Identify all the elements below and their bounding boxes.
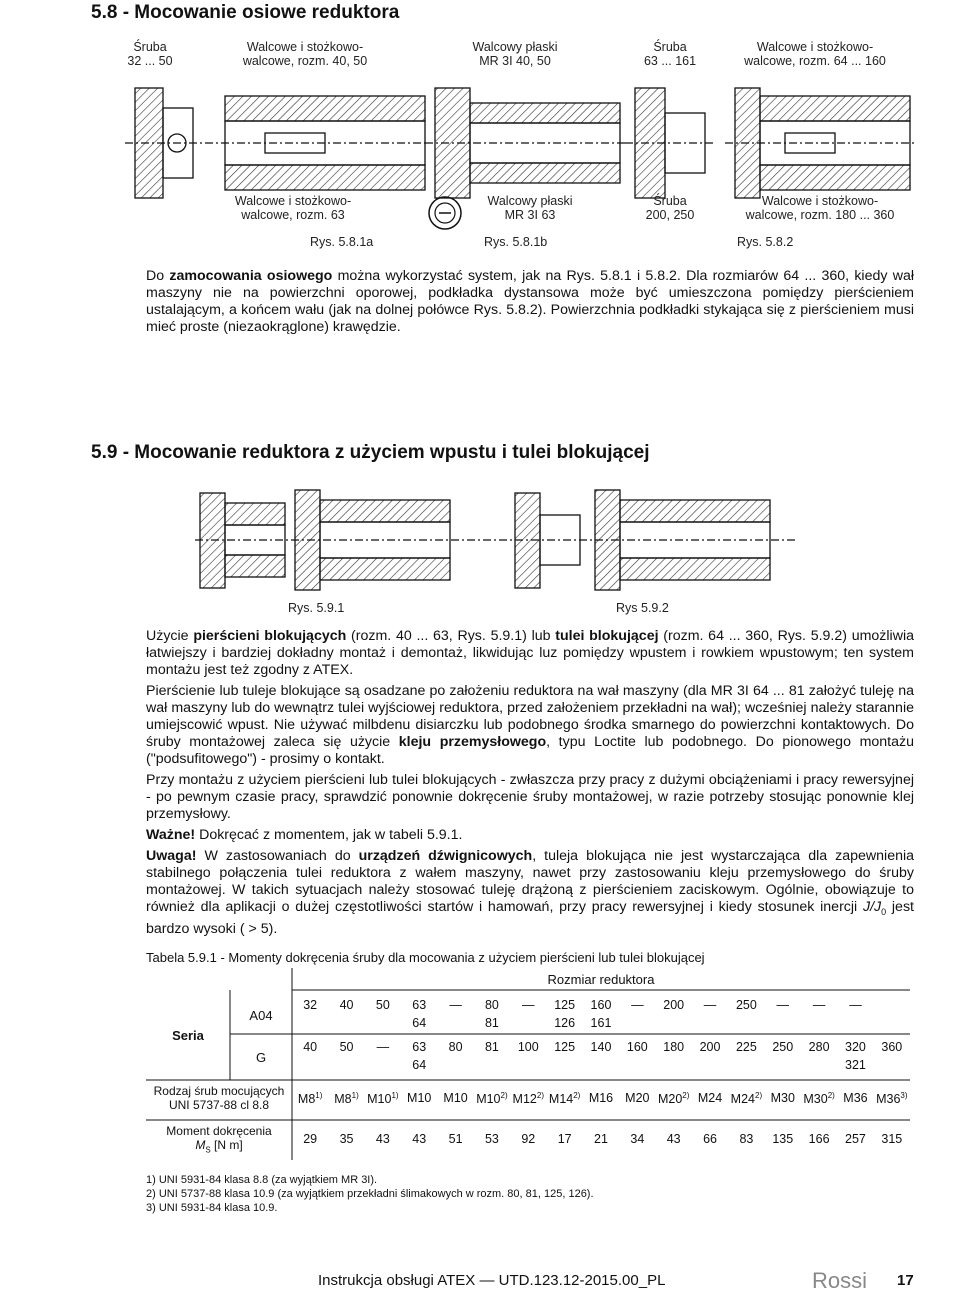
- torque-cell: 21: [594, 1132, 608, 1146]
- a04-size-cell: —: [849, 998, 862, 1012]
- torque-cell: 43: [375, 1132, 390, 1146]
- caption-mid-3: Śruba 200, 250: [645, 194, 695, 222]
- a04-size-cell: —: [631, 998, 644, 1012]
- screw-cell: M14$^{2)}$: [548, 1091, 581, 1107]
- section-title-5-9: 5.9 - Mocowanie reduktora z użyciem wpustu i tulei blokującej: [91, 442, 650, 463]
- a04-size-cell: —: [522, 998, 535, 1012]
- screw-cell: M16: [588, 1091, 614, 1105]
- a04-size-cell: 161: [590, 1016, 612, 1030]
- paragraph-axial-mounting: Do zamocowania osiowego można wykorzystać system, jak na Rys. 5.8.1 i 5.8.2. Dla rozmiarów 64 ... 360, kiedy wał maszyny nie na powierzchni oporowej, podkładka dystansowa może być umieszczona pomiędzy pierścieniem ustalającym, a końcem wału (jak na dolnej połówce Rys. 5.8.2). Powierzchnia podkładki stykająca się z pierścieniem musi mieć proste (niezaokrąglone) krawędzie.: [146, 268, 915, 335]
- g-size-cell: 225: [735, 1040, 757, 1054]
- screw-cell: M8$^{1)}$: [297, 1091, 323, 1107]
- torque-cell: 35: [339, 1132, 354, 1146]
- g-size-cell: 125: [554, 1040, 576, 1054]
- footnote-3: 3) UNI 5931-84 klasa 10.9.: [146, 1202, 278, 1214]
- torque-cell: 315: [881, 1132, 903, 1146]
- table-a04-label: A04: [249, 1008, 273, 1023]
- caption-top-4: Śruba 63 ... 161: [643, 40, 697, 68]
- g-size-cell: —: [376, 1040, 390, 1054]
- screw-cell: M12$^{2)}$: [512, 1091, 544, 1107]
- torque-cell: 83: [739, 1132, 754, 1146]
- g-size-cell: 50: [339, 1040, 354, 1054]
- a04-size-cell: —: [812, 998, 826, 1012]
- torque-cell: 66: [703, 1132, 717, 1146]
- screw-cell: M30$^{2)}$: [803, 1091, 835, 1107]
- a04-size-cell: 40: [339, 998, 354, 1012]
- figure-label-5-8-1b: Rys. 5.8.1b: [484, 235, 548, 249]
- table-values: [292, 968, 910, 1160]
- figure-label-5-8-2: Rys. 5.8.2: [737, 235, 794, 249]
- caption-top-5: Walcowe i stożkowo- walcowe, rozm. 64 ... 160: [744, 40, 886, 68]
- a04-size-cell: 125: [554, 998, 576, 1012]
- screw-cell: M36: [843, 1091, 868, 1105]
- a04-size-cell: —: [703, 998, 717, 1012]
- g-size-cell: 360: [881, 1040, 903, 1054]
- caption-mid-4: Walcowe i stożkowo- walcowe, rozm. 180 ... 360: [745, 194, 895, 222]
- caption-top-2: Walcowe i stożkowo- walcowe, rozm. 40, 50: [242, 40, 368, 68]
- a04-size-cell: 32: [303, 998, 318, 1012]
- caption-top-3: Walcowy płaski MR 3I 40, 50: [472, 40, 558, 68]
- screw-cell: M10: [407, 1091, 432, 1105]
- figure-label-5-9-1: Rys. 5.9.1: [288, 601, 345, 615]
- torque-cell: 43: [412, 1132, 427, 1146]
- g-size-cell: 250: [772, 1040, 794, 1054]
- a04-size-cell: 63: [412, 998, 427, 1012]
- caption-top-1: Śruba 32 ... 50: [127, 40, 173, 68]
- screw-cell: M24$^{2)}$: [730, 1091, 763, 1107]
- footnote-2: 2) UNI 5737-88 klasa 10.9 (za wyjątkiem przekładni ślimakowych w rozm. 80, 81, 125, 126).: [146, 1188, 594, 1200]
- torque-cell: 135: [772, 1132, 794, 1146]
- a04-size-cell: 126: [554, 1016, 576, 1030]
- figure-label-5-9-2: Rys 5.9.2: [616, 601, 669, 615]
- g-size-cell: 180: [663, 1040, 685, 1054]
- table-screws-label: Rodzaj śrub mocujących UNI 5737-88 cl 8.8: [153, 1084, 285, 1112]
- a04-size-cell: 250: [735, 998, 757, 1012]
- table-header: Rozmiar reduktora: [547, 972, 655, 987]
- a04-size-cell: 160: [590, 998, 612, 1012]
- figure-label-5-8-1a: Rys. 5.8.1a: [310, 235, 374, 249]
- torque-cell: 51: [448, 1132, 463, 1146]
- section-title-5-8: 5.8 - Mocowanie osiowe reduktora: [91, 2, 400, 23]
- screw-cell: M8$^{1)}$: [334, 1091, 359, 1107]
- footer-document: Instrukcja obsługi ATEX — UTD.123.12-2015.00_PL: [318, 1272, 666, 1289]
- torque-cell: 92: [521, 1132, 536, 1146]
- screw-cell: M30: [770, 1091, 795, 1105]
- screw-cell: M24: [697, 1091, 723, 1105]
- a04-size-cell: 80: [484, 998, 499, 1012]
- a04-size-cell: 64: [412, 1016, 427, 1030]
- g-size-cell: 140: [590, 1040, 612, 1054]
- torque-cell: 53: [484, 1132, 499, 1146]
- screw-cell: M10: [443, 1091, 468, 1105]
- g-size-cell: 80: [448, 1040, 463, 1054]
- table-g-label: G: [255, 1050, 267, 1065]
- torque-cell: 34: [630, 1132, 645, 1146]
- screw-cell: M20: [625, 1091, 650, 1105]
- g-size-cell: 40: [303, 1040, 318, 1054]
- g-size-cell: 320: [845, 1040, 866, 1054]
- g-size-cell: 160: [626, 1040, 648, 1054]
- footer-brand: Rossi: [812, 1268, 868, 1293]
- table-torque-label: Moment dokręcenia $M_S$ [N m]: [166, 1124, 272, 1155]
- screw-cell: M10$^{1)}$: [367, 1091, 399, 1107]
- mounting-drawings-5-8: [125, 78, 925, 213]
- torque-cell: 257: [845, 1132, 866, 1146]
- g-size-cell: 100: [517, 1040, 539, 1054]
- drawing-screw-32-50: [125, 88, 205, 198]
- paragraph-locking-rings: Użycie pierścieni blokujących (rozm. 40 ... 63, Rys. 5.9.1) lub tulei blokującej (rozm. 64 ... 360, Rys. 5.9.2) umożliwia łatwiejszy i bardziej dokładny montaż i demontaż, likwidując luz pomiędzy wpustem i rowkiem wpustowym; ten system montażu jest też zgodny z ATEX. Pierścienie lub tuleje blokujące są osadzane po założeniu reduktora na wał maszyny (dla MR 3I 64 ... 81 założyć tuleję na wał maszyny lub do wewnątrz tulei wyjściowej reduktora, przed założeniem przekładni na wał); wcześniej należy starannie umiejscowić wpust. Nie używać milbdenu disiarczku lub podobnego środka smarnego do powierzchni kontaktowych. Do śruby montażowej zaleca się użycie kleju przemysłowego, typu Loctite lub podobnego. Do pionowego montażu ("podsufitowego") - prosimy o kontakt. Przy montażu z użyciem pierścieni lub tulei blokujących - zwłaszcza przy pracy z dużymi obciążeniami i pracy rewersyjnej - po pewnym czasie pracy, sprawdzić ponownie dokręcenie śruby montażowej, w razie potrzeby stosując ponownie klej przemysłowy. Ważne! Dokręcać z momentem, jak w tabeli 5.9.1. Uwaga! W zastosowaniach do urządzeń dźwignicowych, tuleja blokująca nie jest wystarczająca dla zapewnienia stabilnego połączenia tulei reduktora z wałem maszyny, nawet przy zastosowaniu kleju przemysłowego do śruby montażowej. W takich sytuacjach należy stosować tuleję drążoną z pierścieniem zaciskowym. Ogólnie, obowiązuje to również dla aplikacji o dużej częstotliwości startów i hamowań, przy pracy rewersyjnej i kiedy stosunek inercji $J/J_0$ jest bardzo wysoki ( > 5).: [146, 628, 915, 937]
- footnote-1: 1) UNI 5931-84 klasa 8.8 (za wyjątkiem MR 3I).: [146, 1174, 378, 1186]
- a04-size-cell: 200: [663, 998, 685, 1012]
- g-size-cell: 321: [845, 1058, 866, 1072]
- footer-page: 17: [897, 1272, 914, 1289]
- torque-cell: 166: [808, 1132, 830, 1146]
- g-size-cell: 64: [412, 1058, 427, 1072]
- g-size-cell: 81: [484, 1040, 499, 1054]
- torque-cell: 43: [666, 1132, 681, 1146]
- a04-size-cell: 81: [484, 1016, 499, 1030]
- torque-cell: 29: [303, 1132, 318, 1146]
- g-size-cell: 200: [699, 1040, 721, 1054]
- retaining-ring-drawing: [425, 193, 465, 233]
- screw-cell: M36$^{3)}$: [876, 1091, 908, 1107]
- a04-size-cell: —: [776, 998, 789, 1012]
- a04-size-cell: 50: [375, 998, 390, 1012]
- torque-cell: 17: [557, 1132, 572, 1146]
- mounting-drawings-5-9: [195, 485, 795, 595]
- table-seria-label: Seria: [172, 1028, 204, 1043]
- screw-cell: M20$^{2)}$: [657, 1091, 690, 1107]
- caption-mid-2: Walcowy płaski MR 3I 63: [487, 194, 573, 222]
- caption-mid-1: Walcowe i stożkowo- walcowe, rozm. 63: [234, 194, 352, 222]
- g-size-cell: 63: [412, 1040, 427, 1054]
- screw-cell: M10$^{2)}$: [476, 1091, 508, 1107]
- a04-size-cell: —: [449, 998, 462, 1012]
- torque-table: [146, 968, 910, 1160]
- g-size-cell: 280: [808, 1040, 830, 1054]
- table-caption: Tabela 5.9.1 - Momenty dokręcenia śruby dla mocowania z użyciem pierścieni lub tulei blokującej: [146, 950, 705, 965]
